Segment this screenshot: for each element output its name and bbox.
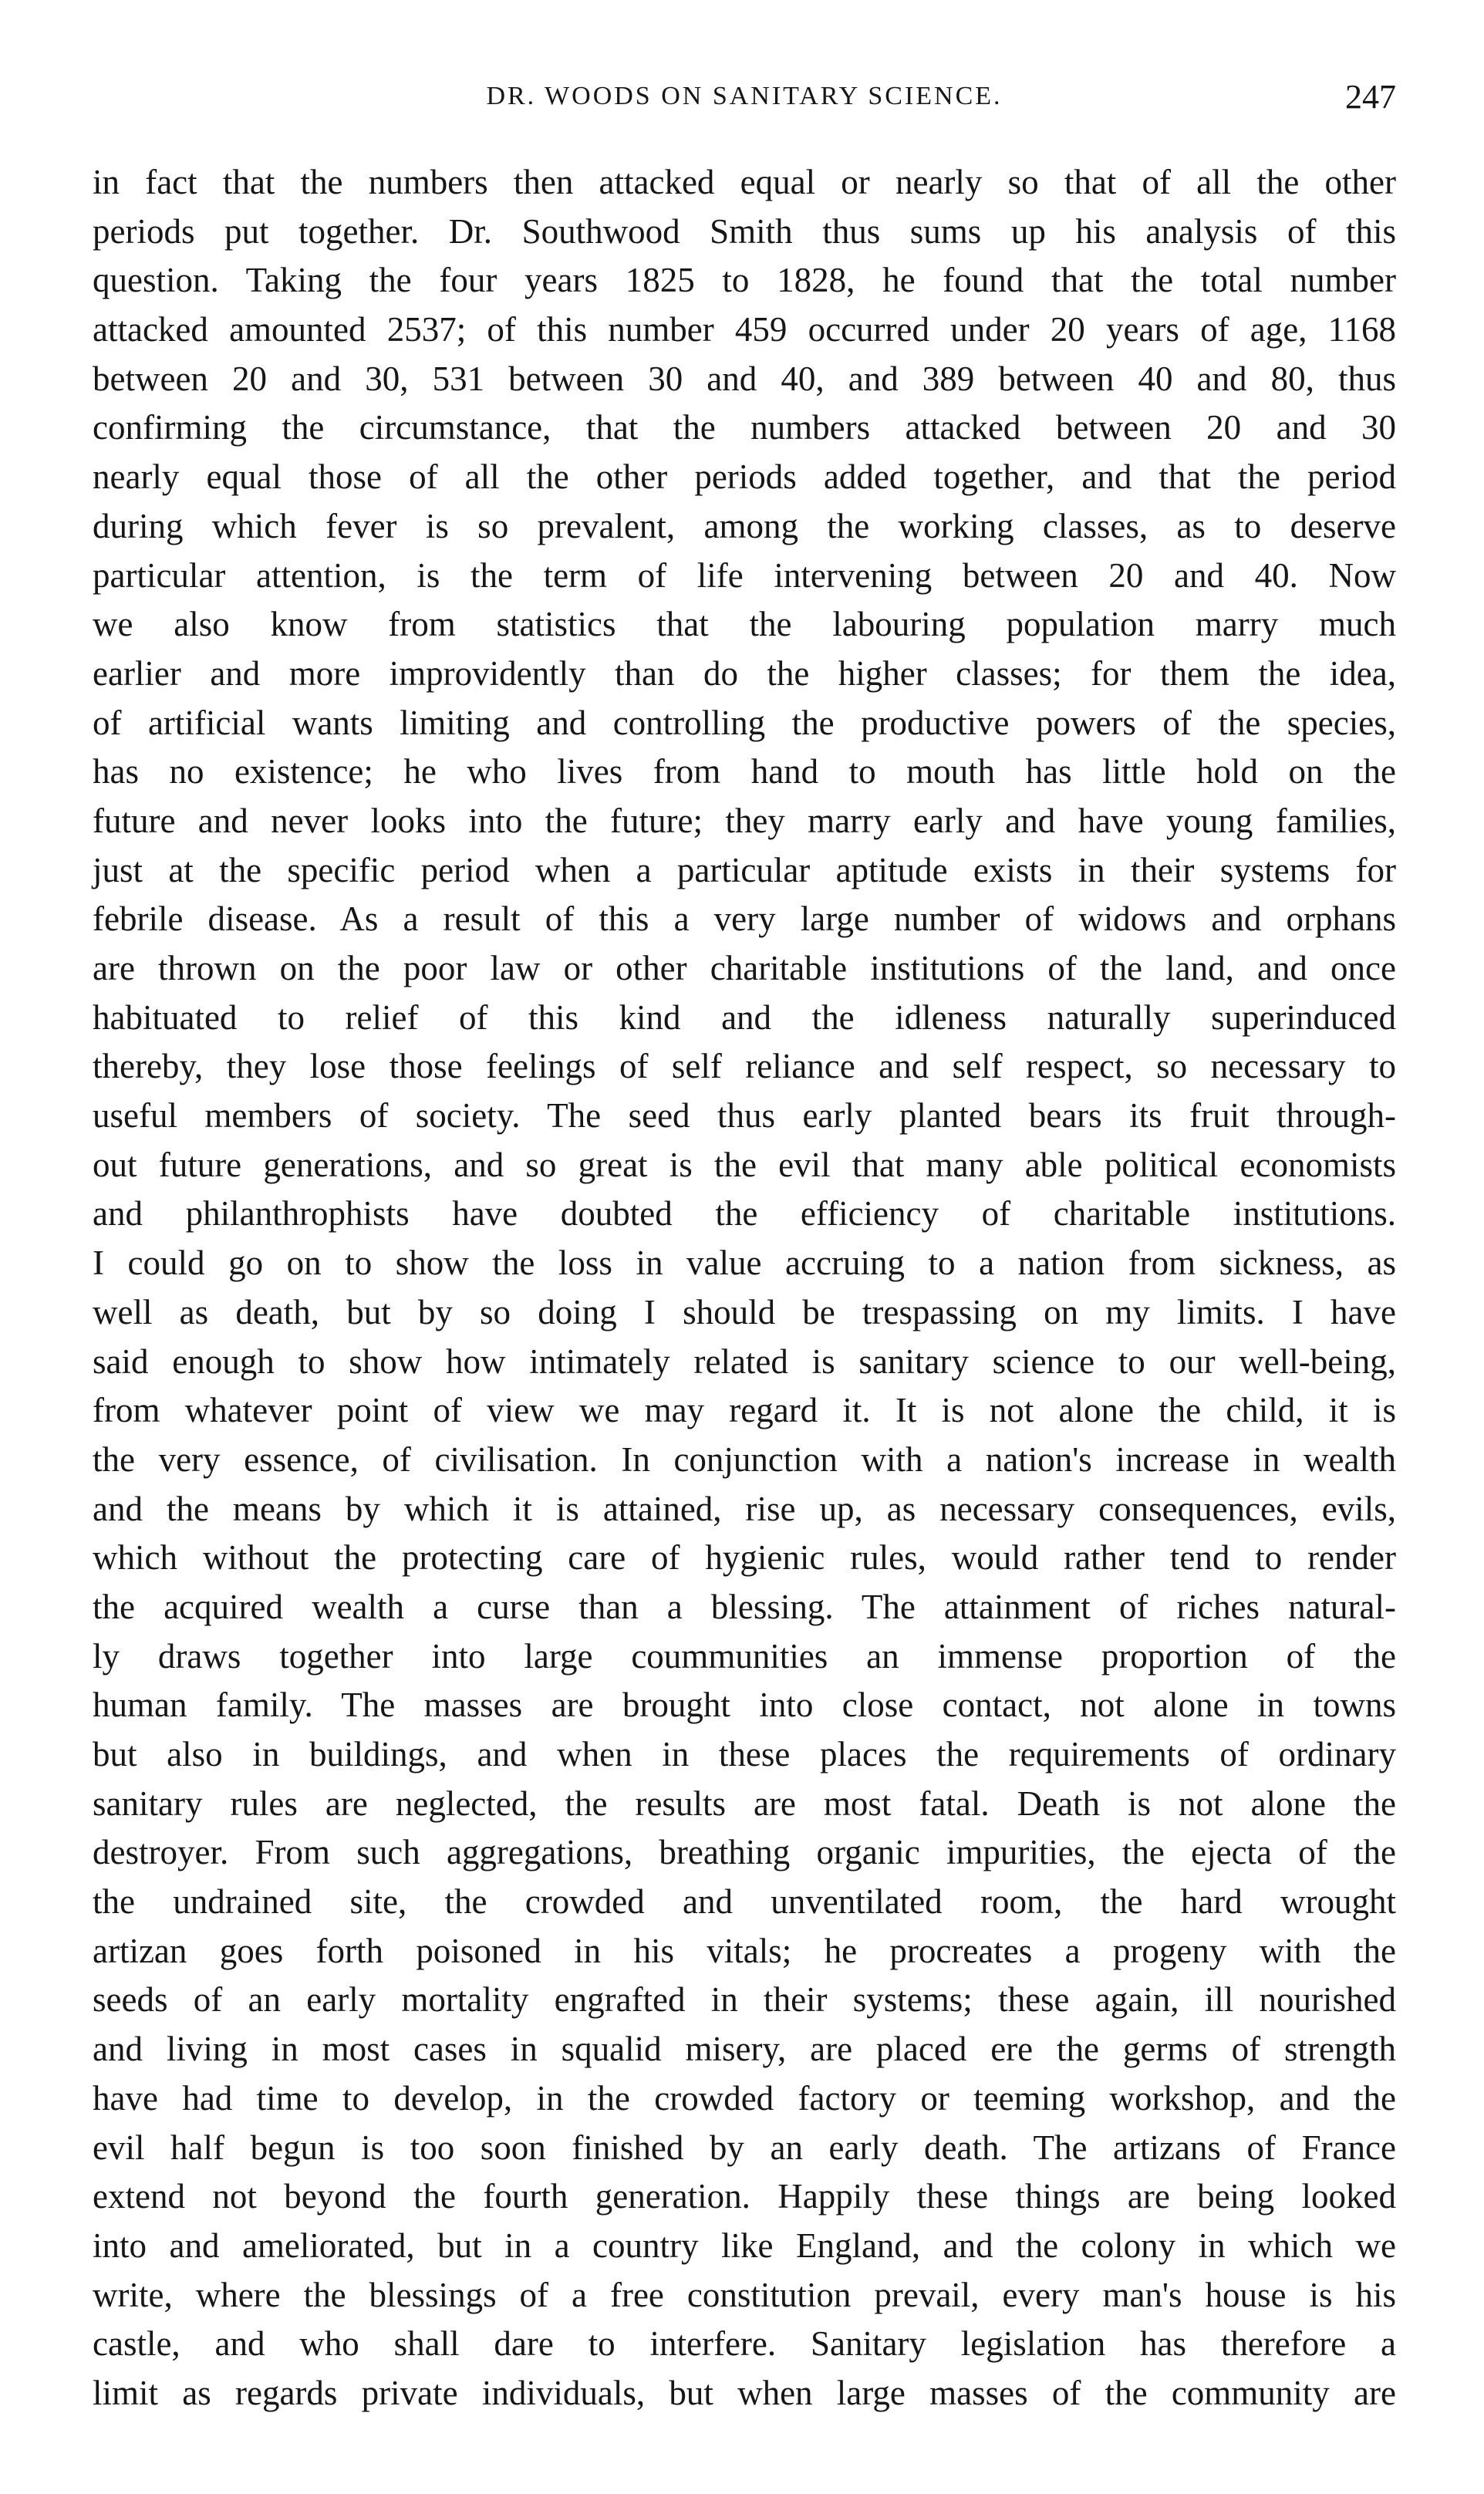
text-line: have had time to develop, in the crowded factory or teeming workshop, and the bbox=[93, 2078, 1396, 2118]
text-line: which without the protecting care of hygienic rules, would rather tend to render bbox=[93, 1538, 1396, 1578]
text-line: the undrained site, the crowded and unventilated room, the hard wrought bbox=[93, 1882, 1396, 1922]
text-line: are thrown on the poor law or other charitable institutions of the land, and once bbox=[93, 949, 1396, 987]
text-line: out future generations, and so great is the evil that many able political economists bbox=[93, 1145, 1396, 1184]
text-line: habituated to relief of this kind and the idleness naturally superinduced bbox=[93, 997, 1396, 1037]
text-line: just at the specific period when a particular aptitude exists in their systems for bbox=[93, 850, 1396, 889]
text-line: but also in buildings, and when in these places the requirements of ordinary bbox=[93, 1735, 1396, 1773]
text-line: useful members of society. The seed thus early planted bears its fruit through- bbox=[93, 1096, 1396, 1136]
text-line: ly draws together into large coummunities an immense proportion of the bbox=[93, 1636, 1396, 1676]
text-line: I could go on to show the loss in value accruing to a nation from sickness, as bbox=[93, 1244, 1396, 1283]
text-line: extend not beyond the fourth generation. Happily these things are being looked bbox=[93, 2177, 1396, 2216]
text-line: sanitary rules are neglected, the results are most fatal. Death is not alone the bbox=[93, 1784, 1396, 1823]
text-line: write, where the blessings of a free constitution prevail, every man's house is his bbox=[93, 2275, 1396, 2314]
text-line: periods put together. Dr. Southwood Smith thus sums up his analysis of this bbox=[93, 211, 1396, 251]
text-line: destroyer. From such aggregations, breathing organic impurities, the ejecta of the bbox=[93, 1833, 1396, 1872]
text-line: artizan goes forth poisoned in his vitals; he procreates a progeny with the bbox=[93, 1931, 1396, 1970]
text-line: confirming the circumstance, that the numbers attacked between 20 and 30 bbox=[93, 408, 1396, 447]
running-title: DR. WOODS ON SANITARY SCIENCE. bbox=[486, 82, 1003, 110]
text-line: and living in most cases in squalid misery, are placed ere the germs of strength bbox=[93, 2030, 1396, 2069]
text-line: the acquired wealth a curse than a blessing. The attainment of riches natural- bbox=[93, 1587, 1396, 1626]
text-line: castle, and who shall dare to interfere. Sanitary legislation has therefore a bbox=[93, 2324, 1396, 2364]
text-line: particular attention, is the term of life intervening between 20 and 40. Now bbox=[93, 555, 1396, 595]
text-line: has no existence; he who lives from hand to mouth has little hold on the bbox=[93, 752, 1396, 791]
text-line: well as death, but by so doing I should be trespassing on my limits. I have bbox=[93, 1292, 1396, 1331]
text-line: and philanthrophists have doubted the efficiency of charitable institutions. bbox=[93, 1194, 1396, 1234]
text-line: future and never looks into the future; they marry early and have young families, bbox=[93, 801, 1396, 840]
text-line: attacked amounted 2537; of this number 459 occurred under 20 years of age, 1168 bbox=[93, 310, 1396, 349]
text-line: limit as regards private individuals, but when large masses of the community are bbox=[93, 2373, 1396, 2412]
text-line: seeds of an early mortality engrafted in their systems; these again, ill nourished bbox=[93, 1980, 1396, 2020]
text-line: between 20 and 30, 531 between 30 and 40, and 389 between 40 and 80, thus bbox=[93, 359, 1396, 398]
text-line: thereby, they lose those feelings of self reliance and self respect, so necessary to bbox=[93, 1047, 1396, 1086]
page-number: 247 bbox=[1345, 78, 1396, 116]
text-line: question. Taking the four years 1825 to 1828, he found that the total number bbox=[93, 261, 1396, 300]
text-line: into and ameliorated, but in a country like England, and the colony in which we bbox=[93, 2226, 1396, 2265]
text-line: nearly equal those of all the other periods added together, and that the period bbox=[93, 457, 1396, 497]
body-text bbox=[93, 158, 1396, 2418]
text-line: said enough to show how intimately related is sanitary science to our well-being, bbox=[93, 1341, 1396, 1381]
text-line: and the means by which it is attained, rise up, as necessary consequences, evils, bbox=[93, 1489, 1396, 1528]
text-line: febrile disease. As a result of this a very large number of widows and orphans bbox=[93, 899, 1396, 939]
text-line: evil half begun is too soon finished by an early death. The artizans of France bbox=[93, 2128, 1396, 2167]
running-head bbox=[93, 77, 1396, 131]
text-line: we also know from statistics that the labouring population marry much bbox=[93, 605, 1396, 644]
text-line: human family. The masses are brought into close contact, not alone in towns bbox=[93, 1686, 1396, 1725]
text-line: of artificial wants limiting and controlling the productive powers of the species, bbox=[93, 703, 1396, 742]
text-line: the very essence, of civilisation. In conjunction with a nation's increase in wealth bbox=[93, 1439, 1396, 1479]
text-line: during which fever is so prevalent, among the working classes, as to deserve bbox=[93, 506, 1396, 545]
text-line: from whatever point of view we may regard it. It is not alone the child, it is bbox=[93, 1391, 1396, 1430]
text-line: in fact that the numbers then attacked equal or nearly so that of all the other bbox=[93, 163, 1396, 201]
text-line: earlier and more improvidently than do the higher classes; for them the idea, bbox=[93, 653, 1396, 693]
